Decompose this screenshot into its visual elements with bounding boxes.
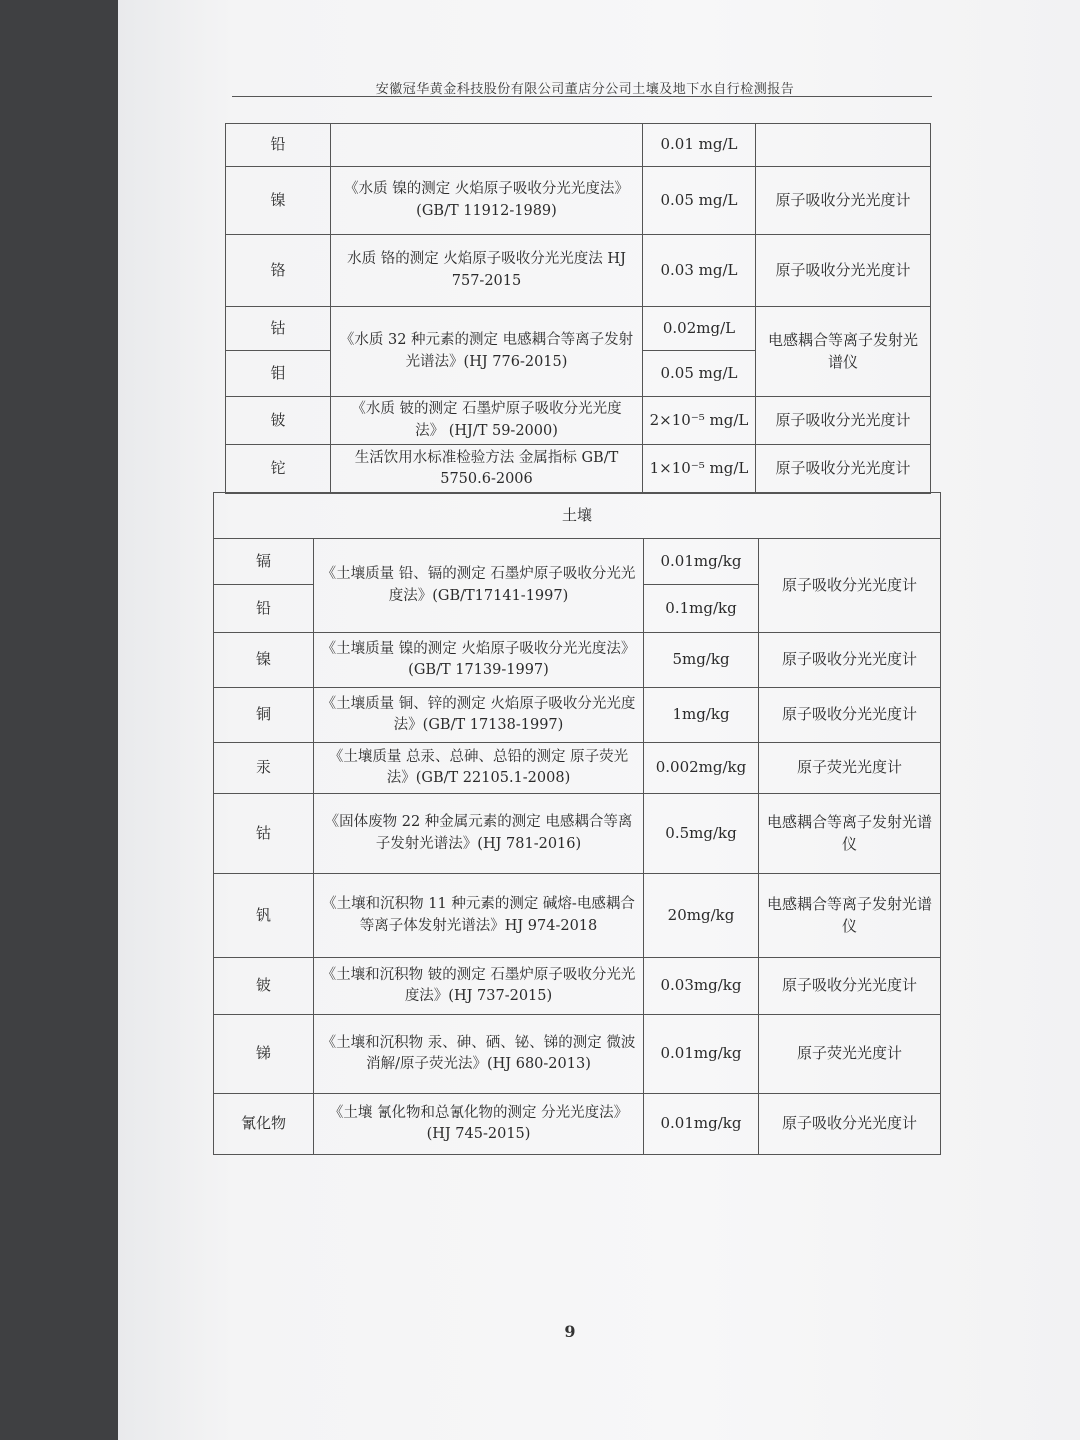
instrument-cell: 原子吸收分光光度计 [759, 1094, 941, 1155]
element-cell: 钴 [226, 307, 331, 351]
water-method-table [225, 123, 931, 494]
limit-cell: 0.01mg/kg [644, 1094, 759, 1155]
instrument-cell: 原子吸收分光光度计 [756, 397, 931, 445]
limit-cell: 0.002mg/kg [644, 743, 759, 794]
method-cell: 《水质 32 种元素的测定 电感耦合等离子发射光谱法》(HJ 776-2015) [331, 307, 643, 397]
element-cell: 镍 [214, 633, 314, 688]
limit-cell: 20mg/kg [644, 874, 759, 958]
table-row [214, 743, 941, 794]
section-row [214, 493, 941, 539]
instrument-cell: 原子吸收分光光度计 [756, 445, 931, 494]
method-cell: 《土壤和沉积物 铍的测定 石墨炉原子吸收分光光度法》(HJ 737-2015) [314, 958, 644, 1015]
element-cell: 镍 [226, 167, 331, 235]
table-row [226, 307, 931, 351]
method-cell: 《土壤质量 铅、镉的测定 石墨炉原子吸收分光光度法》(GB/T17141-1997) [314, 539, 644, 633]
element-cell: 汞 [214, 743, 314, 794]
instrument-cell: 原子荧光光度计 [759, 743, 941, 794]
soil-method-table [213, 492, 941, 1155]
method-cell: 《土壤 氰化物和总氰化物的测定 分光光度法》(HJ 745-2015) [314, 1094, 644, 1155]
table-row [226, 235, 931, 307]
element-cell: 镉 [214, 539, 314, 585]
table-row [214, 1015, 941, 1094]
table-row [214, 688, 941, 743]
instrument-cell: 原子吸收分光光度计 [759, 539, 941, 633]
method-cell: 《土壤和沉积物 汞、砷、硒、铋、锑的测定 微波消解/原子荧光法》(HJ 680-2013) [314, 1015, 644, 1094]
limit-cell: 1mg/kg [644, 688, 759, 743]
element-cell: 铅 [214, 585, 314, 633]
element-cell: 铍 [214, 958, 314, 1015]
method-cell: 《土壤质量 总汞、总砷、总铅的测定 原子荧光法》(GB/T 22105.1-2008) [314, 743, 644, 794]
element-cell: 钼 [226, 351, 331, 397]
element-cell: 铬 [226, 235, 331, 307]
method-cell: 《土壤质量 铜、锌的测定 火焰原子吸收分光光度法》(GB/T 17138-1997) [314, 688, 644, 743]
limit-cell: 0.03 mg/L [643, 235, 756, 307]
method-cell: 《土壤和沉积物 11 种元素的测定 碱熔-电感耦合等离子体发射光谱法》HJ 974-2018 [314, 874, 644, 958]
limit-cell: 0.01mg/kg [644, 1015, 759, 1094]
table-row [226, 167, 931, 235]
limit-cell: 0.03mg/kg [644, 958, 759, 1015]
method-cell [331, 124, 643, 167]
table-row [226, 445, 931, 494]
limit-cell: 1×10⁻⁵ mg/L [643, 445, 756, 494]
instrument-cell: 电感耦合等离子发射光谱仪 [759, 794, 941, 874]
element-cell: 铍 [226, 397, 331, 445]
section-title-soil: 土壤 [214, 493, 941, 539]
table-row [226, 397, 931, 445]
element-cell: 钴 [214, 794, 314, 874]
element-cell: 铅 [226, 124, 331, 167]
element-cell: 氰化物 [214, 1094, 314, 1155]
header-rule [232, 96, 932, 97]
method-cell: 《水质 铍的测定 石墨炉原子吸收分光光度法》 (HJ/T 59-2000) [331, 397, 643, 445]
limit-cell: 2×10⁻⁵ mg/L [643, 397, 756, 445]
table-row [214, 539, 941, 585]
instrument-cell: 原子吸收分光光度计 [759, 958, 941, 1015]
limit-cell: 0.5mg/kg [644, 794, 759, 874]
table-row [226, 124, 931, 167]
element-cell: 铊 [226, 445, 331, 494]
limit-cell: 0.01 mg/L [643, 124, 756, 167]
instrument-cell [756, 124, 931, 167]
table-row [214, 633, 941, 688]
instrument-cell: 原子吸收分光光度计 [756, 235, 931, 307]
limit-cell: 5mg/kg [644, 633, 759, 688]
page-number: 9 [564, 1322, 576, 1341]
limit-cell: 0.02mg/L [643, 307, 756, 351]
element-cell: 锑 [214, 1015, 314, 1094]
method-cell: 生活饮用水标准检验方法 金属指标 GB/T 5750.6-2006 [331, 445, 643, 494]
limit-cell: 0.05 mg/L [643, 351, 756, 397]
report-header: 安徽冠华黄金科技股份有限公司董店分公司土壤及地下水自行检测报告 [375, 82, 795, 97]
instrument-cell: 电感耦合等离子发射光谱仪 [756, 307, 931, 397]
table-row [214, 794, 941, 874]
element-cell: 钒 [214, 874, 314, 958]
instrument-cell: 原子荧光光度计 [759, 1015, 941, 1094]
element-cell: 铜 [214, 688, 314, 743]
limit-cell: 0.1mg/kg [644, 585, 759, 633]
method-cell: 《水质 镍的测定 火焰原子吸收分光光度法》(GB/T 11912-1989) [331, 167, 643, 235]
limit-cell: 0.05 mg/L [643, 167, 756, 235]
instrument-cell: 原子吸收分光光度计 [756, 167, 931, 235]
instrument-cell: 原子吸收分光光度计 [759, 688, 941, 743]
table-row [214, 874, 941, 958]
table-row [214, 1094, 941, 1155]
instrument-cell: 原子吸收分光光度计 [759, 633, 941, 688]
table-row [214, 958, 941, 1015]
method-cell: 《土壤质量 镍的测定 火焰原子吸收分光光度法》(GB/T 17139-1997) [314, 633, 644, 688]
instrument-cell: 电感耦合等离子发射光谱仪 [759, 874, 941, 958]
limit-cell: 0.01mg/kg [644, 539, 759, 585]
method-cell: 《固体废物 22 种金属元素的测定 电感耦合等离子发射光谱法》(HJ 781-2016) [314, 794, 644, 874]
method-cell: 水质 铬的测定 火焰原子吸收分光光度法 HJ 757-2015 [331, 235, 643, 307]
